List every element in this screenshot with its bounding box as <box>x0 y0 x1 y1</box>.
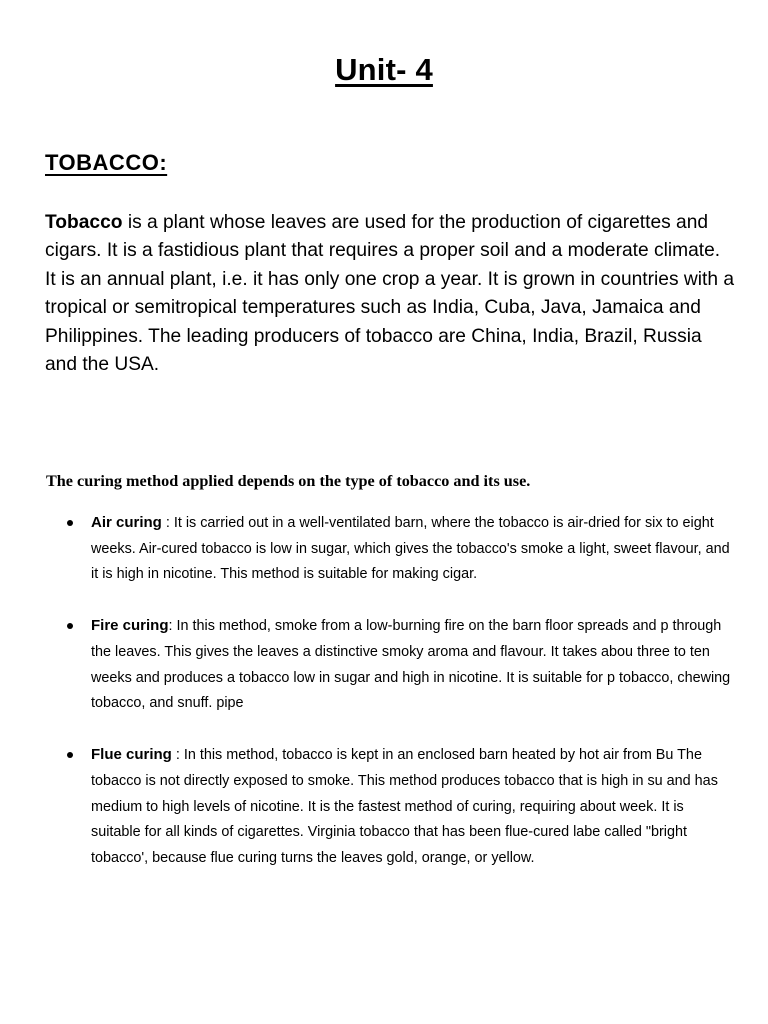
list-item <box>0 742 731 871</box>
bullet-icon <box>67 520 73 526</box>
bullet-term: Air curing <box>91 514 162 531</box>
bullet-text: : In this method, tobacco is kept in an enclosed barn heated by hot air from Bu The tobacco is not directly exposed to smoke. This method produces tobacco that is high in su and has medium to high levels of nicotine. It is the fastest method of curing, requiring about week. It is suitable for all kinds of cigarettes. Virginia tobacco that has been flue-cured labe called "bright tobacco', because flue curing turns the leaves gold, orange, or yellow. <box>91 747 718 866</box>
intro-term: Tobacco <box>45 212 123 233</box>
unit-title: Unit- 4 <box>335 52 433 87</box>
section-heading: TOBACCO: <box>45 150 168 175</box>
bullet-term: Fire curing <box>91 617 169 635</box>
bullet-icon <box>67 752 73 758</box>
list-item <box>0 613 731 716</box>
list-item <box>0 510 731 588</box>
curing-methods-list <box>0 510 768 897</box>
bullet-term: Flue curing <box>91 746 172 764</box>
bullet-text: : In this method, smoke from a low-burning fire on the barn floor spreads and p through the leaves. This gives the leaves a distinctive smoky aroma and flavour. It takes abou three to ten weeks and produces a tobacco low in sugar and high in nicotine. It is suitable for p tobacco, chewing tobacco, and snuff. pipe <box>91 618 731 712</box>
intro-paragraph-2: It is an annual plant, i.e. it has only one crop a year. It is grown in countries with a tropical or semitropical temperatures such as India, Cuba, Java, Jamaica and Philippines. The leading producers of tobacco are China, India, Brazil, Russia and the USA. <box>45 268 734 376</box>
intro-paragraph-1-text: is a plant whose leaves are used for the production of cigarettes and cigars. It is a fastidious plant that requires a proper soil and a moderate climate. <box>45 212 721 262</box>
intro-paragraph-1 <box>45 209 735 266</box>
intro-text <box>45 209 735 379</box>
bullet-text: : It is carried out in a well-ventilated barn, where the tobacco is air-dried for six to eight weeks. Air-cured tobacco is low in sugar, which gives the tobacco's smoke a light, sweet flavour, and it is high in nicotine. This method is suitable for making cigar. <box>91 515 730 583</box>
curing-heading: The curing method applied depends on the type of tobacco and its use. <box>46 472 531 490</box>
bullet-icon <box>67 623 73 629</box>
